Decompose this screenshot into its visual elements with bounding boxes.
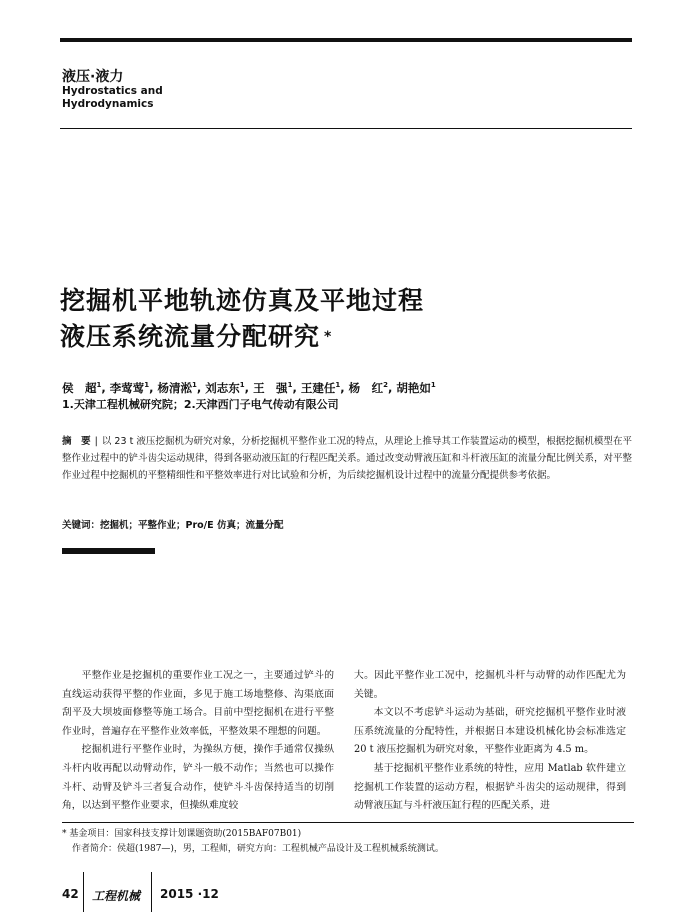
abstract-label: 摘 要 bbox=[62, 436, 91, 447]
section-divider-bar bbox=[62, 548, 155, 554]
journal-name: 工程机械 bbox=[92, 889, 141, 903]
header-bottom-rule bbox=[60, 128, 632, 129]
body-paragraph: 挖掘机进行平整作业时，为操纵方便，操作手通常仅操纵斗杆内收再配以动臂动作，铲斗一般不动作；当然也可以操作斗杆、动臂及铲斗三者复合动作，使铲斗斗齿保持适当的切削角，以达到平整作业要求，但操纵难度较 bbox=[62, 744, 334, 812]
body-column-left bbox=[62, 667, 334, 816]
title-footnote-mark: * bbox=[324, 329, 333, 345]
abstract-text: 以 23 t 液压挖掘机为研究对象，分析挖掘机平整作业工况的特点，从理论上推导其工作装置运动的模型，根据挖掘机模型在平整作业过程中的铲斗齿尖运动规律，得到各驱动液压缸的行程匹配关系。通过改变动臂液压缸和斗杆液压缸的流量分配比例关系，对平整作业过程中挖掘机的平整精细性和平整效率进行对比试验和分析，为后续挖掘机设计过程中的流量分配提供参考依据。 bbox=[62, 436, 633, 481]
section-title-cn: 液压·液力 bbox=[62, 69, 124, 85]
footer-separator bbox=[151, 872, 152, 912]
author-bio: 作者简介：侯超(1987—)，男，工程师，研究方向：工程机械产品设计及工程机械系统测试。 bbox=[72, 844, 444, 854]
author: 王 强$^1$, bbox=[253, 381, 297, 395]
body-paragraph: 基于挖掘机平整作业系统的特性，应用 Matlab 软件建立挖掘机工作装置的运动方程，根据铲斗齿尖的运动规律，得到动臂液压缸与斗杆液压缸行程的匹配关系，进 bbox=[354, 762, 626, 812]
fund-note: * 基金项目：国家科技支撑计划课题资助(2015BAF07B01) bbox=[62, 829, 302, 839]
author: 刘志东$^1$, bbox=[205, 381, 250, 395]
author: 杨 红$^2$, bbox=[348, 381, 393, 395]
footnote-rule bbox=[62, 822, 634, 823]
article-title-line1: 挖掘机平地轨迹仿真及平地过程 bbox=[60, 286, 425, 315]
author: 王建任$^1$, bbox=[300, 381, 345, 395]
keywords: 关键词：挖掘机；平整作业；Pro/E 仿真；流量分配 bbox=[62, 520, 284, 531]
body-paragraph-continued: 大。因此平整作业工况中，挖掘机斗杆与动臂的动作匹配尤为关键。 bbox=[354, 670, 626, 700]
article-title-line2: 液压系统流量分配研究 * bbox=[60, 322, 333, 351]
footnotes bbox=[62, 827, 444, 857]
author: 侯 超$^1$, bbox=[62, 381, 106, 395]
top-rule bbox=[60, 38, 632, 42]
section-title-en: Hydrostatics and Hydrodynamics bbox=[62, 85, 163, 110]
page-number: 42 bbox=[62, 887, 79, 901]
author: 李莺莺$^1$, bbox=[109, 381, 154, 395]
body-paragraph: 平整作业是挖掘机的重要作业工况之一，主要通过铲斗的直线运动获得平整的作业面，多见于施工场地整修、沟渠底面刮平及大坝坡面修整等施工场合。目前中型挖掘机在进行平整作业时，普遍存在平整作业效率低，平整效果不理想的问题。 bbox=[62, 670, 334, 737]
author: 胡艳如$^1$ bbox=[396, 381, 436, 395]
author: 杨清淞$^1$, bbox=[157, 381, 202, 395]
body-column-right bbox=[354, 667, 626, 816]
body-paragraph: 本文以不考虑铲斗运动为基础，研究挖掘机平整作业时液压系统流量的分配特性，并根据日本建设机械化协会标准选定 20 t 液压挖掘机为研究对象，平整作业距离为 4.5 m。 bbox=[354, 707, 626, 756]
issue-number: 2015 ·12 bbox=[160, 887, 219, 901]
affiliations: 1.天津工程机械研究院；2.天津西门子电气传动有限公司 bbox=[62, 398, 339, 411]
abstract: 摘 要 | 以 23 t 液压挖掘机为研究对象，分析挖掘机平整作业工况的特点，从理论上推导其工作装置运动的模型，根据挖掘机模型在平整作业过程中的铲斗齿尖运动规律，得到各驱动液压缸的行程匹配关系。通过改变动臂液压缸和斗杆液压缸的流量分配比例关系，对平整作业过程中挖掘机的平整精细性和平整效率进行对比试验和分析，为后续挖掘机设计过程中的流量分配提供参考依据。 bbox=[62, 436, 633, 481]
article-title bbox=[60, 283, 424, 355]
footer-separator bbox=[83, 872, 84, 912]
author-list bbox=[62, 380, 436, 396]
